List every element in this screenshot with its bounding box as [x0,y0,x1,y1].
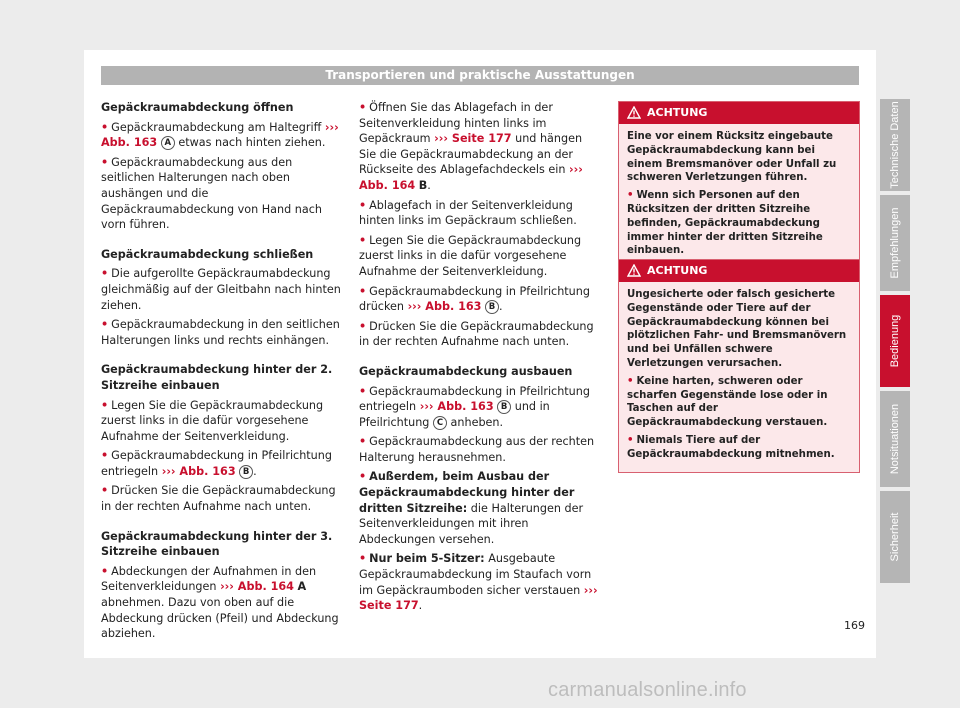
callout-b: B [239,465,253,479]
list-item: • Die aufgerollte Gepäckraumabdeckung gleichmäßig auf der Gleitbahn nach hinten ziehen. [101,267,341,312]
callout-a: A [161,136,175,150]
figure-link[interactable]: ››› Abb. 164 [359,163,583,192]
callout-b: B [497,400,511,414]
heading-install-row3: Gepäckraumabdeckung hinter der 3. Sitzreihe einbauen [101,529,333,559]
list-item: • Niemals Tiere auf der Gepäckraumabdeckung mitnehmen. [627,434,835,460]
page-header: Transportieren und praktische Ausstattungen [101,66,859,85]
warning-box-1 [618,101,860,269]
list-item: • Legen Sie die Gepäckraumabdeckung zuerst links in die dafür vorgesehene Aufnahme der Seitenverkleidung. [101,398,324,443]
list-item: • Gepäckraumabdeckung aus den seitlichen Halterungen nach oben aushängen und die Gepäckraumabdeckung von Hand nach vorn führen. [101,155,322,232]
list-item: • Keine harten, schweren oder scharfen Gegenstände lose oder in Taschen auf der Gepäckraumabdeckung verstauen. [627,375,828,429]
list-item: • Gepäckraumabdeckung in Pfeilrichtung entriegeln ››› Abb. 163 B und in Pfeilrichtung C anheben. [359,384,590,429]
figure-link[interactable]: ››› Abb. 163 [419,400,494,414]
figure-link[interactable]: ››› Abb. 164 [220,580,294,594]
column-left [101,100,341,646]
callout-c: C [433,416,447,430]
warning-triangle-icon [627,106,641,119]
callout-b: B [485,300,499,314]
figure-link[interactable]: ››› Abb. 163 [407,300,482,314]
page-number: 169 [844,619,865,632]
list-item: • Gepäckraumabdeckung aus der rechten Halterung herausnehmen. [359,435,595,464]
tab-sicherheit[interactable]: Sicherheit [880,491,910,583]
list-item: • Gepäckraumabdeckung in Pfeilrichtung drücken ››› Abb. 163 B . [359,284,590,314]
watermark-text: carmanualsonline.info [548,679,747,701]
heading-close: Gepäckraumabdeckung schließen [101,247,314,261]
tab-technische-daten[interactable]: Technische Daten [880,99,910,191]
tab-empfehlungen[interactable]: Empfehlungen [880,195,910,291]
warning-triangle-icon [627,264,641,277]
heading-install-row2: Gepäckraumabdeckung hinter der 2. Sitzreihe einbauen [101,363,333,392]
warning-text: Eine vor einem Rücksitz eingebaute Gepäckraumabdeckung kann bei einem Bremsmanöver oder Unfall zu schweren Verletzungen führen. [627,131,837,184]
page-link[interactable]: ››› Seite 177 [359,583,598,613]
tab-notsituationen[interactable]: Notsituationen [880,391,910,487]
warning-header: ACHTUNG [619,260,859,282]
list-item: • Nur beim 5-Sitzer: Ausgebaute Gepäckraumabdeckung im Staufach vorn im Gepäckraumboden sicher verstauen ››› Seite 177. [359,552,598,613]
tab-bedienung[interactable]: Bedienung [880,295,910,387]
page-link[interactable]: ››› Seite 177 [434,132,512,146]
heading-open: Gepäckraumabdeckung öffnen [101,101,294,114]
figure-link[interactable]: ››› Abb. 163 [161,464,236,478]
warning-header: ACHTUNG [619,102,859,124]
list-item: • Gepäckraumabdeckung am Haltegriff ››› Abb. 163 A etwas nach hinten ziehen. [101,120,339,150]
heading-remove: Gepäckraumabdeckung ausbauen [359,364,573,378]
list-item: • Gepäckraumabdeckung in Pfeilrichtung entriegeln ››› Abb. 163 B . [101,449,332,478]
list-item: • Ablagefach in der Seitenverkleidung hinten links im Gepäckraum schließen. [359,198,577,228]
list-item: • Abdeckungen der Aufnahmen in den Seitenverkleidungen ››› Abb. 164 A abnehmen. Dazu von oben auf die Abdeckung drücken (Pfeil) und Abdeckung abziehen. [101,564,339,641]
list-item: • Legen Sie die Gepäckraumabdeckung zuerst links in die dafür vorgesehene Aufnahme der Seitenverkleidung. [359,233,582,278]
list-item: • Öffnen Sie das Ablagefach in der Seitenverkleidung hinten links im Gepäckraum ››› Seite 177 und hängen Sie die Gepäckraumabdeckung an der Rückseite des Ablagefachdeckels ein ››› Abb. 164 B. [359,101,583,192]
list-item: • Gepäckraumabdeckung in den seitlichen Halterungen links und rechts einhängen. [101,318,340,347]
list-item: • Wenn sich Personen auf den Rücksitzen der dritten Sitzreihe befinden, Gepäckraumabdeckung immer hinter der dritten Sitzreihe einbauen. [627,190,823,257]
figure-link[interactable]: ››› Abb. 163 [101,120,339,150]
list-item: • Außerdem, beim Ausbau der Gepäckraumabdeckung hinter der dritten Sitzreihe: die Halterungen der Seitenverkleidungen mit ihren Abdeckungen versehen. [359,470,584,546]
warning-box-2 [618,259,860,473]
warning-text: Ungesicherte oder falsch gesicherte Gegenstände oder Tiere auf der Gepäckraumabdeckung können bei plötzlichen Fahr- und Bremsmanövern und bei Unfällen schwere Verletzungen verursachen. [627,289,847,369]
column-middle [359,100,601,618]
list-item: • Drücken Sie die Gepäckraumabdeckung in der rechten Aufnahme nach unten. [359,319,594,349]
list-item: • Drücken Sie die Gepäckraumabdeckung in der rechten Aufnahme nach unten. [101,484,336,514]
